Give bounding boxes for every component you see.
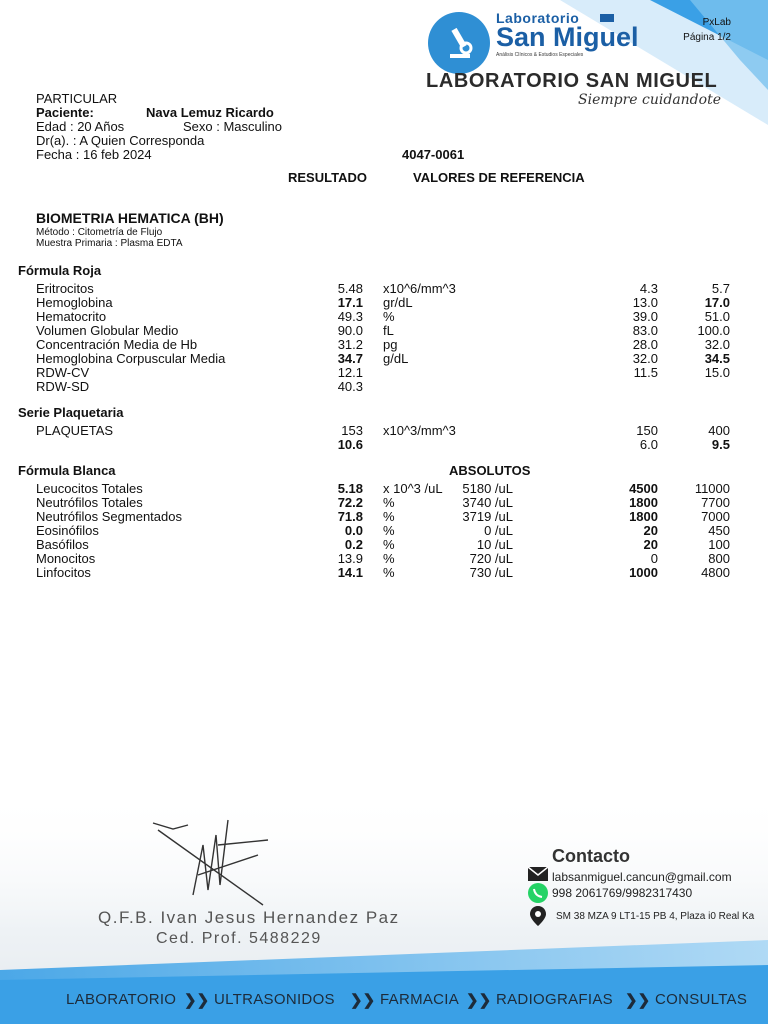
footer-item-laboratorio: LABORATORIO — [66, 991, 177, 1008]
ref-min: 6.0 — [639, 437, 658, 452]
footer-item-radiografias: RADIOGRAFIAS — [496, 991, 613, 1008]
absolute-value: 3719 /uL — [462, 509, 513, 524]
contact-email: labsanmiguel.cancun@gmail.com — [552, 870, 732, 884]
chevrons-right-icon: ❯❯ — [466, 992, 492, 1009]
test-label: Hemoglobina Corpuscular Media — [36, 351, 226, 366]
test-label: RDW-CV — [36, 365, 90, 380]
page-number: Página 1/2 — [683, 32, 731, 43]
bottom-decoration — [0, 790, 768, 1024]
test-result: 34.7 — [337, 351, 363, 366]
ref-max: 15.0 — [704, 365, 730, 380]
test-unit: fL — [383, 323, 394, 338]
test-label: Volumen Globular Medio — [36, 323, 179, 338]
test-label: Hematocrito — [36, 309, 107, 324]
ref-max: 51.0 — [704, 309, 730, 324]
test-label: Neutrófilos Segmentados — [36, 509, 182, 524]
ref-min: 13.0 — [632, 295, 658, 310]
ref-max: 5.7 — [711, 281, 730, 296]
test-result: 13.9 — [337, 551, 363, 566]
patient-type: PARTICULAR — [36, 91, 118, 106]
logo-line2: San Miguel — [496, 22, 639, 52]
test-label: Hemoglobina — [36, 295, 113, 310]
test-result: 40.3 — [337, 379, 363, 394]
test-result: 17.1 — [337, 295, 363, 310]
ref-max: 9.5 — [711, 437, 730, 452]
study-sample: Muestra Primaria : Plasma EDTA — [36, 238, 183, 249]
test-unit: x 10^3 /uL — [383, 481, 443, 496]
test-unit: % — [383, 495, 395, 510]
test-label: Basófilos — [36, 537, 89, 552]
test-unit: x10^3/mm^3 — [383, 423, 456, 438]
column-reference: VALORES DE REFERENCIA — [413, 170, 585, 185]
ref-max: 7700 — [701, 495, 730, 510]
test-unit: % — [383, 523, 395, 538]
contact-title: Contacto — [552, 846, 630, 866]
ref-min: 0 — [650, 551, 658, 566]
doctor: Dr(a). : A Quien Corresponda — [36, 133, 205, 148]
ref-max: 11000 — [694, 481, 730, 496]
test-unit: gr/dL — [383, 295, 413, 310]
ref-max: 17.0 — [704, 295, 730, 310]
patient-name: Nava Lemuz Ricardo — [146, 105, 274, 120]
ref-min: 11.5 — [633, 365, 658, 380]
ref-max: 800 — [708, 551, 730, 566]
whatsapp-icon — [527, 882, 549, 904]
ref-min: 28.0 — [632, 337, 658, 352]
absolute-value: 0 /uL — [484, 523, 513, 538]
logo-line1: Laboratorio — [496, 10, 580, 26]
microscope-icon — [436, 20, 482, 66]
ref-max: 400 — [708, 423, 730, 438]
section-serie-plaquetaria: Serie Plaquetaria — [18, 405, 124, 420]
logo-line3: Análisis Clínicos & Estudios Especiales — [496, 52, 584, 58]
footer-item-ultrasonidos: ULTRASONIDOS — [214, 991, 335, 1008]
test-label: Eosinófilos — [36, 523, 99, 538]
absolute-value: 3740 /uL — [462, 495, 513, 510]
study-method: Método : Citometría de Flujo — [36, 227, 163, 238]
location-pin-icon — [530, 906, 546, 926]
test-result: 0.2 — [344, 537, 363, 552]
test-label: Neutrófilos Totales — [36, 495, 143, 510]
date: Fecha : 16 feb 2024 — [36, 147, 152, 162]
test-result: 12.1 — [337, 365, 363, 380]
test-label: Linfocitos — [36, 565, 91, 580]
test-result: 5.18 — [337, 481, 363, 496]
test-result: 153 — [341, 423, 363, 438]
chevrons-right-icon: ❯❯ — [184, 992, 210, 1009]
test-label: PLAQUETAS — [36, 423, 114, 438]
test-result: 71.8 — [337, 509, 363, 524]
test-result: 31.2 — [337, 337, 363, 352]
test-label: Eritrocitos — [36, 281, 94, 296]
test-label: Leucocitos Totales — [36, 481, 143, 496]
chevrons-right-icon: ❯❯ — [625, 992, 651, 1009]
ref-max: 34.5 — [704, 351, 730, 366]
section-formula-roja: Fórmula Roja — [18, 263, 102, 278]
ref-max: 32.0 — [704, 337, 730, 352]
test-label: Monocitos — [36, 551, 96, 566]
test-unit: % — [383, 537, 395, 552]
signature-scribble — [148, 815, 278, 910]
ref-min: 150 — [636, 423, 658, 438]
ref-max: 100 — [708, 537, 730, 552]
system-name: PxLab — [702, 17, 731, 28]
study-title: BIOMETRIA HEMATICA (BH) — [36, 210, 224, 226]
signature-name: Q.F.B. Ivan Jesus Hernandez Paz — [98, 908, 400, 927]
ref-min: 83.0 — [632, 323, 658, 338]
test-label: Concentración Media de Hb — [36, 337, 198, 352]
ref-min: 4.3 — [639, 281, 658, 296]
email-icon — [528, 867, 548, 881]
ref-min: 32.0 — [632, 351, 658, 366]
ref-min: 1000 — [629, 565, 658, 580]
absolute-value: 720 /uL — [469, 551, 513, 566]
ref-min: 1800 — [629, 495, 658, 510]
absolute-value: 5180 /uL — [462, 481, 513, 496]
test-result: 10.6 — [337, 437, 363, 452]
section-formula-blanca: Fórmula Blanca — [18, 463, 116, 478]
test-result: 49.3 — [337, 309, 363, 324]
contact-phone: 998 2061769/9982317430 — [552, 886, 693, 900]
test-result: 5.48 — [337, 281, 363, 296]
contact-address: SM 38 MZA 9 LT1-15 PB 4, Plaza i0 Real Ka — [556, 911, 755, 922]
test-result: 72.2 — [337, 495, 363, 510]
test-unit: g/dL — [383, 351, 409, 366]
test-unit: pg — [383, 337, 398, 352]
slogan: Siempre cuidandote — [578, 92, 721, 108]
signature-license: Ced. Prof. 5488229 — [156, 930, 322, 947]
patient-label: Paciente: — [36, 105, 94, 120]
column-result: RESULTADO — [288, 170, 367, 185]
test-label: RDW-SD — [36, 379, 90, 394]
test-unit: % — [383, 309, 395, 324]
test-result: 90.0 — [337, 323, 363, 338]
footer-item-farmacia: FARMACIA — [380, 991, 460, 1008]
test-unit: % — [383, 551, 395, 566]
test-unit: x10^6/mm^3 — [383, 281, 456, 296]
test-result: 14.1 — [337, 565, 363, 580]
lab-title: LABORATORIO SAN MIGUEL — [426, 70, 718, 92]
ref-min: 4500 — [629, 481, 658, 496]
absolute-value: 10 /uL — [476, 537, 513, 552]
test-result: 0.0 — [344, 523, 363, 538]
ref-max: 450 — [708, 523, 730, 538]
test-unit: % — [383, 565, 395, 580]
ref-min: 20 — [643, 523, 658, 538]
ref-min: 20 — [643, 537, 658, 552]
patient-sex: Sexo : Masculino — [183, 119, 282, 134]
ref-max: 100.0 — [697, 323, 730, 338]
ref-max: 7000 — [701, 509, 730, 524]
chevrons-right-icon: ❯❯ — [350, 992, 376, 1009]
footer-item-consultas: CONSULTAS — [655, 991, 748, 1008]
absolutos-header: ABSOLUTOS — [449, 463, 531, 478]
folio: 4047-0061 — [402, 147, 465, 162]
ref-max: 4800 — [701, 565, 730, 580]
ref-min: 39.0 — [632, 309, 658, 324]
ref-min: 1800 — [629, 509, 658, 524]
patient-age: Edad : 20 Años — [36, 119, 125, 134]
test-unit: % — [383, 509, 395, 524]
absolute-value: 730 /uL — [469, 565, 513, 580]
